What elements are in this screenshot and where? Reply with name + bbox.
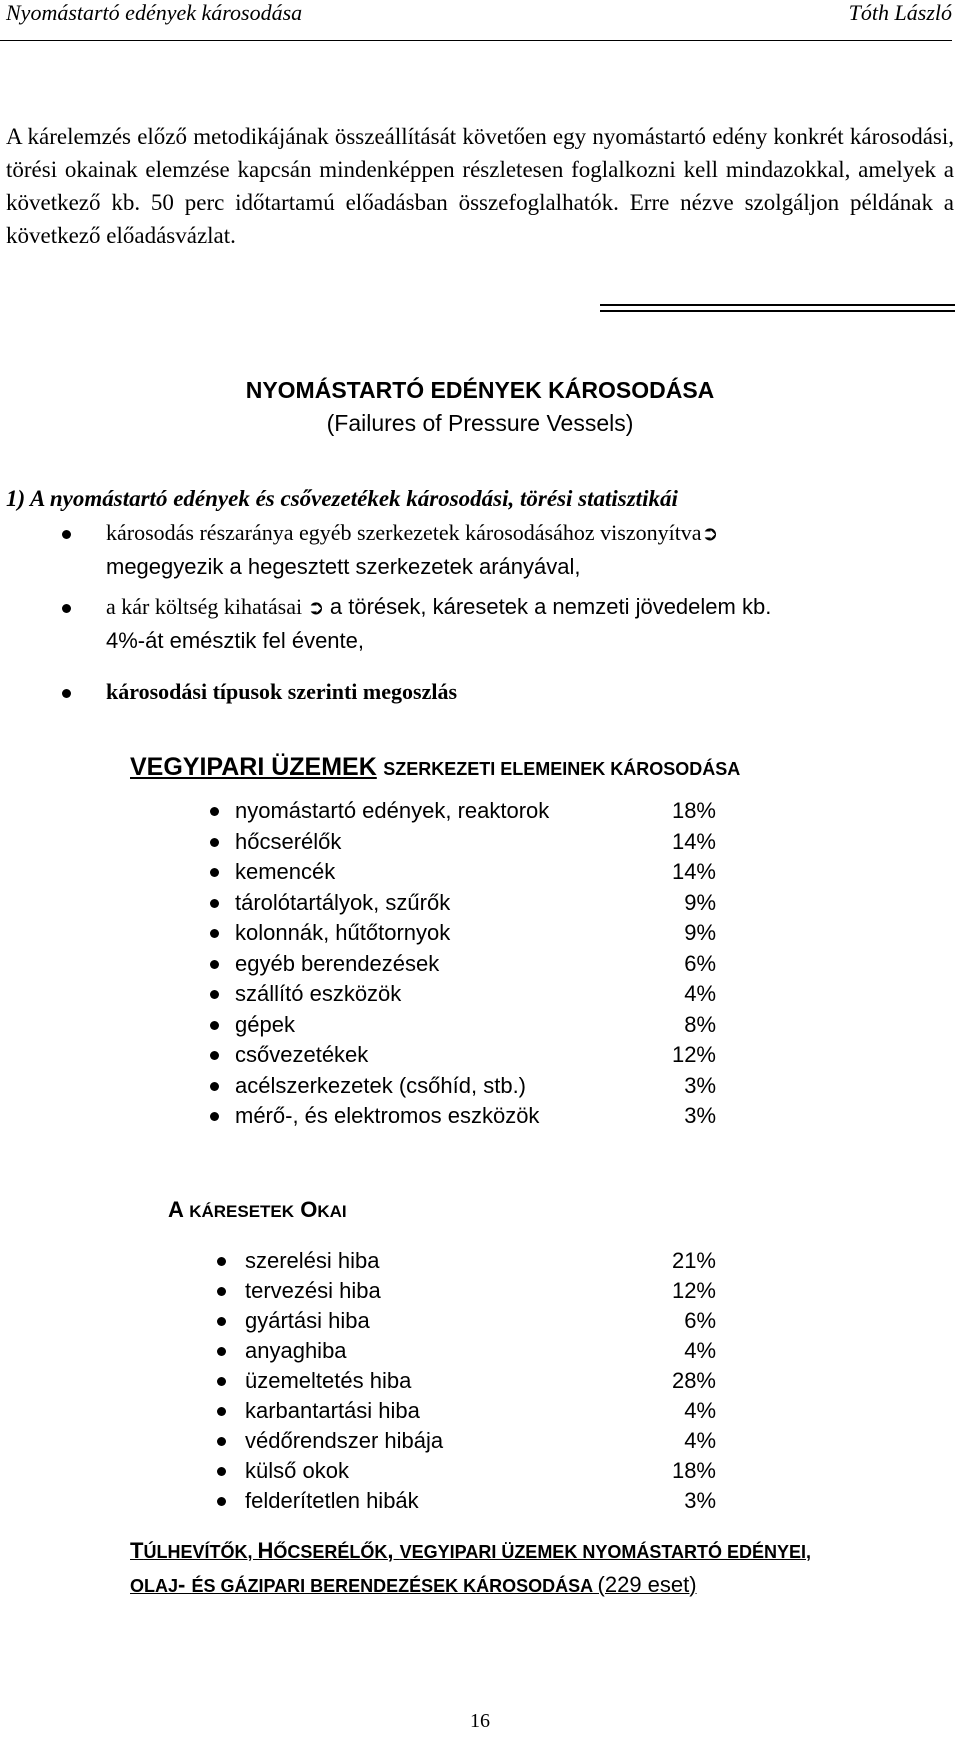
list-item [245, 1488, 716, 1516]
bullet-dot [210, 868, 219, 877]
bullet-dot [62, 530, 71, 539]
list-item-label: nyomástartó edények, reaktorok [235, 798, 550, 823]
bullet-dot [217, 1377, 226, 1386]
header-title: Nyomástartó edények károsodása [6, 0, 303, 25]
arrow-icon: ➲ [307, 595, 325, 619]
bullet-dot [210, 1112, 219, 1121]
bullet-dot [217, 1467, 226, 1476]
bullet-item-cost-detail: a törések, káresetek a nemzeti jövedelem kb. [329, 594, 772, 619]
list-item-label: szállító eszközök [235, 981, 402, 1006]
section-heading: 1) A nyomástartó edények és csővezetékek károsodási, törési statisztikái [6, 486, 678, 511]
list-item-value: 14% [671, 859, 716, 884]
list-item [245, 1368, 716, 1396]
list-item-value: 8% [684, 1011, 716, 1037]
bullet-dot [217, 1347, 226, 1356]
final-heading-text: ŐCSERÉLŐK [273, 1542, 388, 1562]
bullet-dot [217, 1317, 226, 1326]
final-heading-text: OLAJ [130, 1576, 179, 1596]
final-heading-sep: , [387, 1538, 400, 1563]
list-item [245, 1308, 716, 1336]
list-item-label: egyéb berendezések [235, 950, 440, 976]
list-item-label: tárolótartályok, szűrők [235, 889, 451, 915]
causes-heading-cap: O [300, 1197, 318, 1222]
list-item [245, 1248, 716, 1276]
page-subtitle: (Failures of Pressure Vessels) [326, 410, 634, 436]
bullet-dot [210, 1021, 219, 1030]
final-heading-cap: T [130, 1538, 144, 1563]
list-item-value: 9% [684, 889, 716, 915]
bullet-dot [217, 1497, 226, 1506]
page-title: NYOMÁSTARTÓ EDÉNYEK KÁROSODÁSA [245, 377, 715, 403]
list-item-value: 3% [684, 1103, 716, 1128]
bullet-dot [217, 1257, 226, 1266]
final-heading-sep: - [178, 1572, 192, 1597]
double-rule-divider [600, 304, 955, 312]
list-item [245, 1398, 716, 1426]
causes-heading-word: KÁRESETEK [189, 1202, 295, 1221]
list-item-value: 4% [684, 1398, 716, 1423]
header-author: Tóth László [848, 0, 952, 25]
bullet-dot [217, 1407, 226, 1416]
list-item-value: 3% [684, 1072, 716, 1098]
bullet-item-distribution: károsodási típusok szerinti megoszlás [106, 679, 458, 704]
bullet-item-cost-continued: 4%-át emésztik fel évente, [106, 628, 365, 653]
bullet-dot [210, 929, 219, 938]
bullet-dot [210, 899, 219, 908]
page-number: 16 [470, 1710, 490, 1732]
list-item [235, 798, 716, 826]
list-item-value: 9% [684, 920, 716, 945]
list-item-value: 18% [671, 1458, 716, 1483]
damage-heading-main: VEGYIPARI ÜZEMEK [130, 753, 377, 781]
causes-heading [168, 1197, 347, 1223]
bullet-item-cost [106, 594, 771, 620]
list-item-label: acélszerkezetek (csőhíd, stb.) [235, 1072, 527, 1098]
bullet-dot [62, 604, 71, 613]
list-item-value: 14% [671, 828, 716, 854]
list-item-value: 28% [671, 1368, 716, 1393]
list-item-value: 4% [684, 981, 716, 1006]
bullet-dot [210, 807, 219, 816]
list-item-value: 21% [671, 1248, 716, 1273]
bullet-dot [210, 960, 219, 969]
list-item [235, 890, 716, 918]
list-item-label: szerelési hiba [245, 1248, 380, 1273]
list-item-label: mérő-, és elektromos eszközök [235, 1103, 540, 1128]
damage-heading [130, 753, 740, 782]
list-item [235, 1103, 716, 1131]
intro-paragraph: A kárelemzés előző metodikájának összeállítását követően egy nyomástartó edény konkrét károsodási, törési okainak elemzése kapcsán mindenképpen részletesen foglalkozni kell mindazokkal, amelyek a következő kb. 50 perc időtartamú előadásban összefoglalhatók. Erre nézve szolgáljon példának a következő előadásvázlat. [6, 124, 954, 248]
list-item-value: 6% [684, 950, 716, 976]
arrow-icon: ➲ [701, 521, 719, 545]
final-heading-cap: H [257, 1538, 274, 1563]
list-item-label: gépek [235, 1011, 295, 1037]
bullet-dot [217, 1437, 226, 1446]
list-item [245, 1338, 716, 1366]
list-item-value: 4% [684, 1428, 716, 1453]
list-item-label: védőrendszer hibája [245, 1428, 444, 1453]
list-item [235, 829, 716, 857]
bullet-dot [210, 990, 219, 999]
list-item-value: 6% [684, 1308, 716, 1333]
list-item-label: felderítetlen hibák [245, 1488, 419, 1513]
bullet-dot [210, 1082, 219, 1091]
list-item [245, 1428, 716, 1456]
final-heading-line1 [130, 1538, 811, 1564]
list-item [235, 1012, 716, 1040]
causes-heading-word: KAI [317, 1202, 347, 1221]
bullet-dot [62, 689, 71, 698]
list-item-value: 12% [671, 1042, 716, 1067]
list-item-label: külső okok [245, 1458, 349, 1483]
bullet-item-cost-text: a kár költség kihatásai [106, 594, 303, 619]
damage-heading-sub: SZERKEZETI ELEMEINEK KÁROSODÁSA [383, 759, 741, 779]
final-heading-text: ÉS GÁZIPARI BERENDEZÉSEK KÁROSODÁSA [191, 1576, 593, 1596]
list-item-label: tervezési hiba [245, 1278, 381, 1303]
list-item-label: hőcserélők [235, 828, 342, 854]
bullet-dot [217, 1287, 226, 1296]
bullet-dot [210, 838, 219, 847]
list-item [235, 920, 716, 948]
list-item [235, 1073, 716, 1101]
list-item-label: gyártási hiba [245, 1308, 370, 1333]
final-heading-text: ÚLHEVÍTŐK [143, 1542, 248, 1562]
list-item [235, 859, 716, 887]
case-count: (229 eset) [597, 1572, 697, 1597]
list-item [245, 1278, 716, 1306]
list-item [235, 981, 716, 1009]
list-item-label: anyaghiba [245, 1338, 347, 1363]
list-item-value: 18% [671, 798, 716, 823]
bullet-item-ratio [106, 520, 718, 546]
final-heading-text: VEGYIPARI ÜZEMEK NYOMÁSTARTÓ EDÉNYEI, [399, 1542, 811, 1562]
list-item-label: kemencék [235, 859, 336, 884]
list-item-label: üzemeltetés hiba [245, 1368, 412, 1393]
page-header [0, 0, 952, 41]
list-item [245, 1458, 716, 1486]
final-heading-sep: , [247, 1542, 258, 1562]
list-item [235, 1042, 716, 1070]
bullet-item-ratio-continued: megegyezik a hegesztett szerkezetek arányával, [106, 554, 581, 579]
list-item-label: karbantartási hiba [245, 1398, 420, 1423]
list-item-value: 3% [684, 1488, 716, 1513]
bullet-dot [210, 1051, 219, 1060]
bullet-item-ratio-text: károsodás részaránya egyéb szerkezetek károsodásához viszonyítva [106, 520, 702, 545]
list-item [235, 951, 716, 979]
list-item-label: kolonnák, hűtőtornyok [235, 920, 451, 945]
causes-heading-cap: A [168, 1197, 184, 1222]
list-item-value: 12% [671, 1278, 716, 1303]
final-heading-line2 [130, 1572, 697, 1598]
list-item-label: csővezetékek [235, 1042, 369, 1067]
list-item-value: 4% [684, 1338, 716, 1363]
